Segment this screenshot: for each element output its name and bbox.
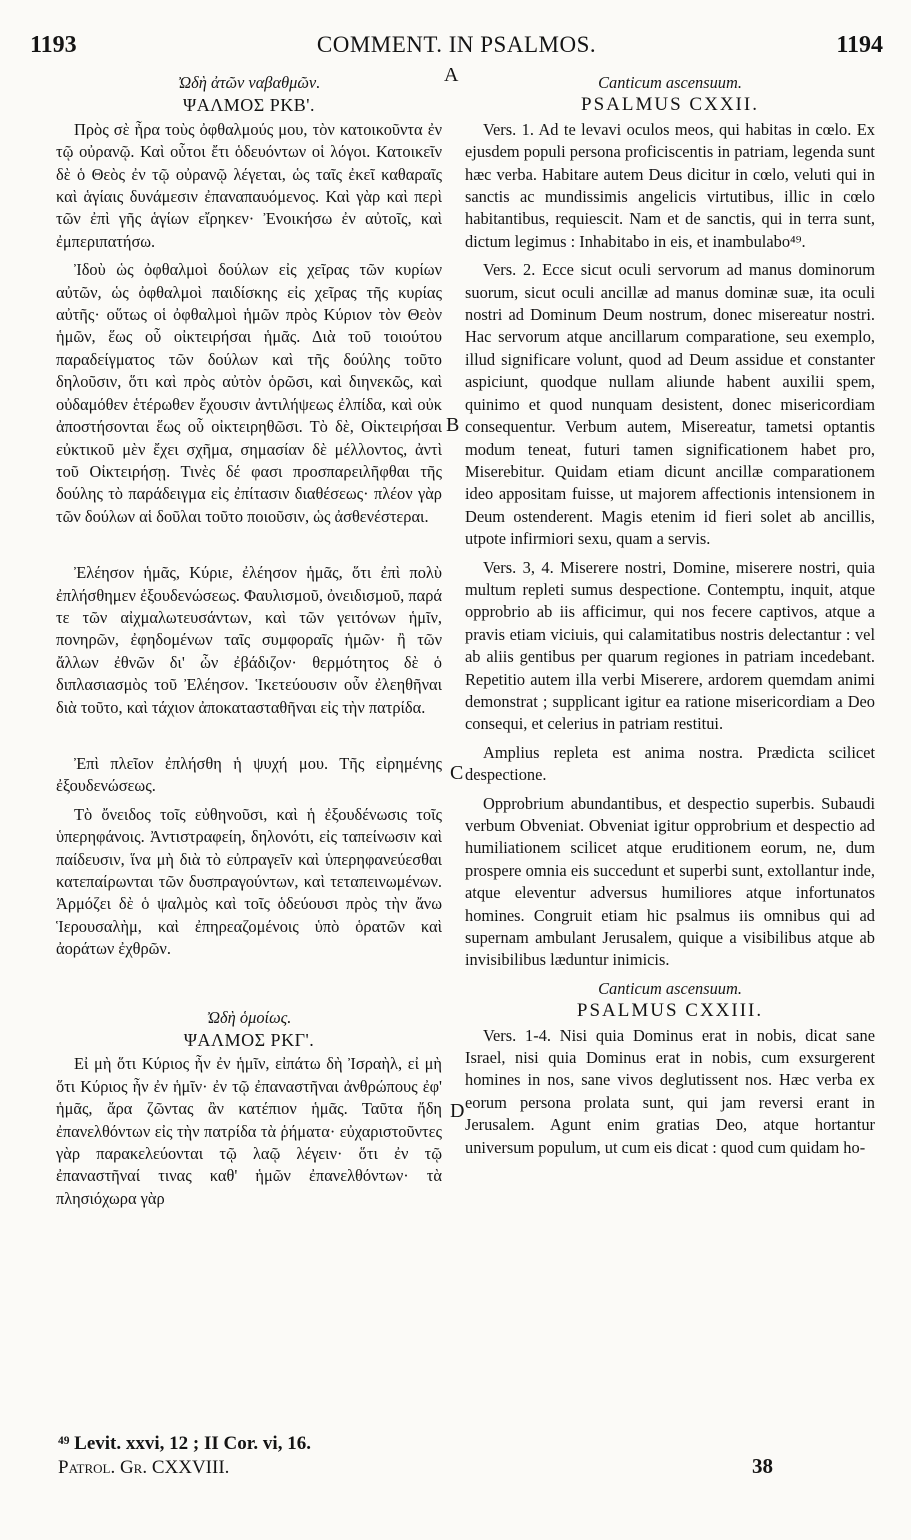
running-title: COMMENT. IN PSALMOS.: [316, 32, 597, 57]
margin-marker-d: D: [450, 1100, 465, 1122]
latin-paragraph-5: Opprobrium abundantibus, et despectio superbis. Subaudi verbum Obveniat. Obveniat igitur opprobrium et despectio ad humiliationem scilicet atque eruditionem eorum, ne, dum prospere omnia eis succedunt et superbi sunt, extollantur inde, atque eleventur adversus humiliores atque infortunatos homines. Congruit etiam hic psalmus iis omnibus qui ad supernam ambulant Jerusalem, quique a visibilibus atque ab invisibilibus læduntur inimicis.: [465, 793, 875, 970]
latin-psalm-title-2: PSALMUS CXXIII.: [576, 1000, 764, 1022]
greek-paragraph-3: Ἐλέησον ἡμᾶς, Κύριε, ἐλέησον ἡμᾶς, ὅτι ἐπὶ πολὺ ἐπλήσθημεν ἐξουδενώσεως. Φαυλισμοῦ, ὀνειδισμοῦ, παρά τε τῶν αἰχμαλωτευσάντων, καὶ τῶν γειτόνων ἡμῖν, πονηρῶν, ἐφηδομένων ταῖς συμφοραῖς ἡμῶν· ἢ τῶν ἄλλων ἐθνῶν δι' ὧν ἐβάδιζον· θερμότητος δὲ ὁ διπλασιασμὸς τοῦ Ἐλέησον. Ἱκετεύουσιν οὖν ἐλεηθῆναι διὰ τοῦτο, καὶ τάχιον ἀποκατασταθῆναι εἰς τὴν πατρίδα.: [56, 563, 442, 717]
page-number: 38: [752, 1454, 773, 1478]
latin-paragraph-4: Amplius repleta est anima nostra. Prædicta scilicet despectione.: [465, 742, 875, 785]
column-number-right: 1194: [836, 32, 883, 58]
margin-marker-b: B: [446, 414, 460, 436]
running-header: [30, 32, 883, 66]
margin-marker-a: A: [444, 64, 459, 86]
latin-paragraph-2: Vers. 2. Ecce sicut oculi servorum ad manus dominorum suorum, sicut oculi ancillæ ad manus dominæ suæ, ita oculi nostri ad Dominum Deum nostrum, donec misereatur nostri. Hac servorum atque ancillarum comparatione, seu exemplo, illud significare volunt, quod ad Deum assidue et constanter aspiciunt, quodque nullam aliunde habent auxilii spem, quinimo et quod nunquam desistent, donec misericordiam consequentur. Verbum autem, Misereatur, tametsi optantis modum teneat, futuri tamen significationem habet pro, Miserebitur. Quidam etiam dicunt ancillæ comparationem ideo appositam fuisse, ut majorem affectionis intensionem in Deum ostenderent. Magis etenim id fieri solet ab ancillis, utpote infirmiori sexu, quam a servis.: [465, 260, 875, 549]
latin-paragraph-3: Vers. 3, 4. Miserere nostri, Domine, miserere nostri, quia multum repleti sumus despectione. Contemptu, inquit, atque opprobrio ab iis afficimur, qui nos fecere captivos, atque a pravis etiam viciuis, qui calamitatibus nostris delectantur : vel ab aliis gentibus per quarum regiones in patriam incedebant. Repetitio autem illa verbi Miserere, ardorem quemdam animi demonstrat ; supplicant igitur ea ratione misericordiam a Deo consequi, et celerius in patriam restitui.: [465, 557, 875, 734]
latin-subtitle-2: Canticum ascensuum.: [598, 978, 742, 998]
footnote-reference: ⁴⁹ Levit. xxvi, 12 ; II Cor. vi, 16.: [58, 1433, 311, 1454]
greek-paragraph-6: Εἰ μὴ ὅτι Κύριος ἦν ἐν ἡμῖν, εἰπάτω δὴ Ἰσραὴλ, εἰ μὴ ὅτι Κύριος ἦν ἐν ἡμῖν· ἐν τῷ ἐπαναστῆναι ἀνθρώπους ἐφ' ἡμᾶς, ἄρα ζῶντας ἂν κατέπιον ἡμᾶς. Ταῦτα ἤδη ἐπανελθόντων εἰς τὴν πατρίδα τὰ ῥήματα· εὐχαριστοῦντες γὰρ παρακελεύονται τῷ λαῷ λέγειν· ὅτι ἐν τῷ ἐπαναστῆναί τινας καθ' ἡμῶν ἐπανελθόντων· τὰ πλησιόχωρα γὰρ: [56, 1054, 442, 1208]
greek-psalm-title-2: ΨΑΛΜΟΣ ΡΚΓ'.: [183, 1030, 315, 1051]
latin-paragraph-1: Vers. 1. Ad te levavi oculos meos, qui habitas in cœlo. Ex ejusdem populi persona proficiscentis in patriam, legenda sunt hæc verba. Habitare autem Deus dicitur in cœlo, veluti qui in sanctis ac mundissimis angelicis virtutibus, illic in cœlo habitantibus, requiescit. Nam et de sanctis, qui in terra sunt, dictum legimus : Inhabitabo in eis, et inambulabo⁴⁹.: [465, 119, 875, 251]
latin-column: [465, 72, 875, 1165]
greek-paragraph-2: Ἰδοὺ ὡς ὀφθαλμοὶ δούλων εἰς χεῖρας τῶν κυρίων αὐτῶν, ὡς ὀφθαλμοὶ παιδίσκης εἰς χεῖρας τῆς κυρίας αὐτῆς· οὕτως οἱ ὀφθαλμοὶ ἡμῶν πρὸς Κύριον τὸν Θεὸν ἡμῶν, ἕως οὗ οἰκτειρήσαι ἡμᾶς. Διὰ τοῦ τοιούτου παραδείγματος τῶν δούλων καὶ τῆς δούλης τοῦτο δηλοῦσιν, ὅτι καὶ πρὸς αὐτὸν ὁρῶσι, καὶ διηνεκῶς, καὶ οὐδαμόθεν ἑτέρωθεν ἔχουσιν ἀντιλήψεως ἐλπίδα, καὶ οὐκ ἀποστήσονται ἕως οὗ οἰκτειρηθῶσι. Τὸ δὲ, Οἰκτειρήσαι εὐκτικοῦ μὲν ἔχει σχῆμα, σημασίαν δὲ μέλλοντος, ἀντὶ τοῦ Οἰκτειρήσῃ. Τινὲς δέ φασι προσπαρειλῆφθαι τῆς δούλης τὸ παράδειγμα εἰς ἐπίτασιν διαθέσεως· πλέον γὰρ τῶν δούλων αἱ δοῦλαι τοῦτο ποιοῦσιν, ὡς ἀσθενέστεραι.: [56, 260, 442, 526]
greek-subtitle-1: Ὠδὴ ἀτῶν ναβαθμῶν.: [177, 73, 321, 92]
latin-subtitle-1: Canticum ascensuum.: [598, 73, 742, 92]
margin-marker-c: C: [450, 762, 464, 784]
greek-subtitle-2: Ὠδὴ ὁμοίως.: [206, 1007, 292, 1027]
greek-psalm-title-1: ΨΑΛΜΟΣ ΡΚΒ'.: [182, 95, 316, 116]
greek-paragraph-4: Ἐπὶ πλεῖον ἐπλήσθη ἡ ψυχή μου. Τῆς εἰρημένης ἐξουδενώσεως.: [56, 753, 442, 796]
series-signature: Patrol. Gr. CXXVIII.: [58, 1457, 230, 1478]
greek-paragraph-5: Τὸ ὄνειδος τοῖς εὐθηνοῦσι, καὶ ἡ ἐξουδένωσις τοῖς ὑπερηφάνοις. Ἀντιστραφείη, δηλονότι, εἰς ταπείνωσιν καὶ παίδευσιν, ἵνα μὴ διὰ τὸ εὐπραγεῖν καὶ ὑπερηφανεύεσθαι κατεπαίρωνται τῶν δυσπραγούντων, καὶ τεταπεινωμένων. Ἁρμόζει δὲ ὁ ψαλμὸς καὶ τοῖς ὁδεύουσι πρὸς τὴν ἄνω Ἱερουσαλὴμ, καὶ ἐπηρεαζομένοις ὑπὸ ὁρατῶν καὶ ἀοράτων ἐχθρῶν.: [56, 804, 442, 959]
latin-psalm-title-1: PSALMUS CXXII.: [581, 94, 759, 116]
greek-paragraph-1: Πρὸς σὲ ἦρα τοὺς ὀφθαλμούς μου, τὸν κατοικοῦντα ἐν τῷ οὐρανῷ. Καὶ οὗτοι ἔτι ὁδευόντων οἱ λόγοι. Κατοικεῖν δὲ ὁ Θεὸς ἐν τῷ οὐρανῷ λέγεται, ὡς ταῖς ἐκεῖ καθαραῖς καὶ ἁγίαις δυνάμεσιν ἐπαναπαυόμενος. Καὶ γὰρ καὶ περὶ τῶν ἐπὶ γῆς ἁγίων εἴρηκεν· Ἐνοικήσω ἐν αὐτοῖς, καὶ ἐμπεριπατήσω.: [56, 119, 442, 251]
column-number-left: 1193: [30, 32, 77, 58]
greek-column: [56, 72, 442, 1216]
latin-paragraph-6: Vers. 1-4. Nisi quia Dominus erat in nobis, dicat sane Israel, nisi quia Dominus erat in nobis, cum exsurgerent homines in nos, sane vivos deglutissent nos. Hæc verba ex eorum persona prolata sunt, qui jam reversi erant in Jerusalem. Agunt enim gratias Deo, atque hortantur universum populum, ut cum eis dicat : quod cum quidam ho-: [465, 1025, 875, 1157]
footnote-block: [58, 1432, 311, 1480]
